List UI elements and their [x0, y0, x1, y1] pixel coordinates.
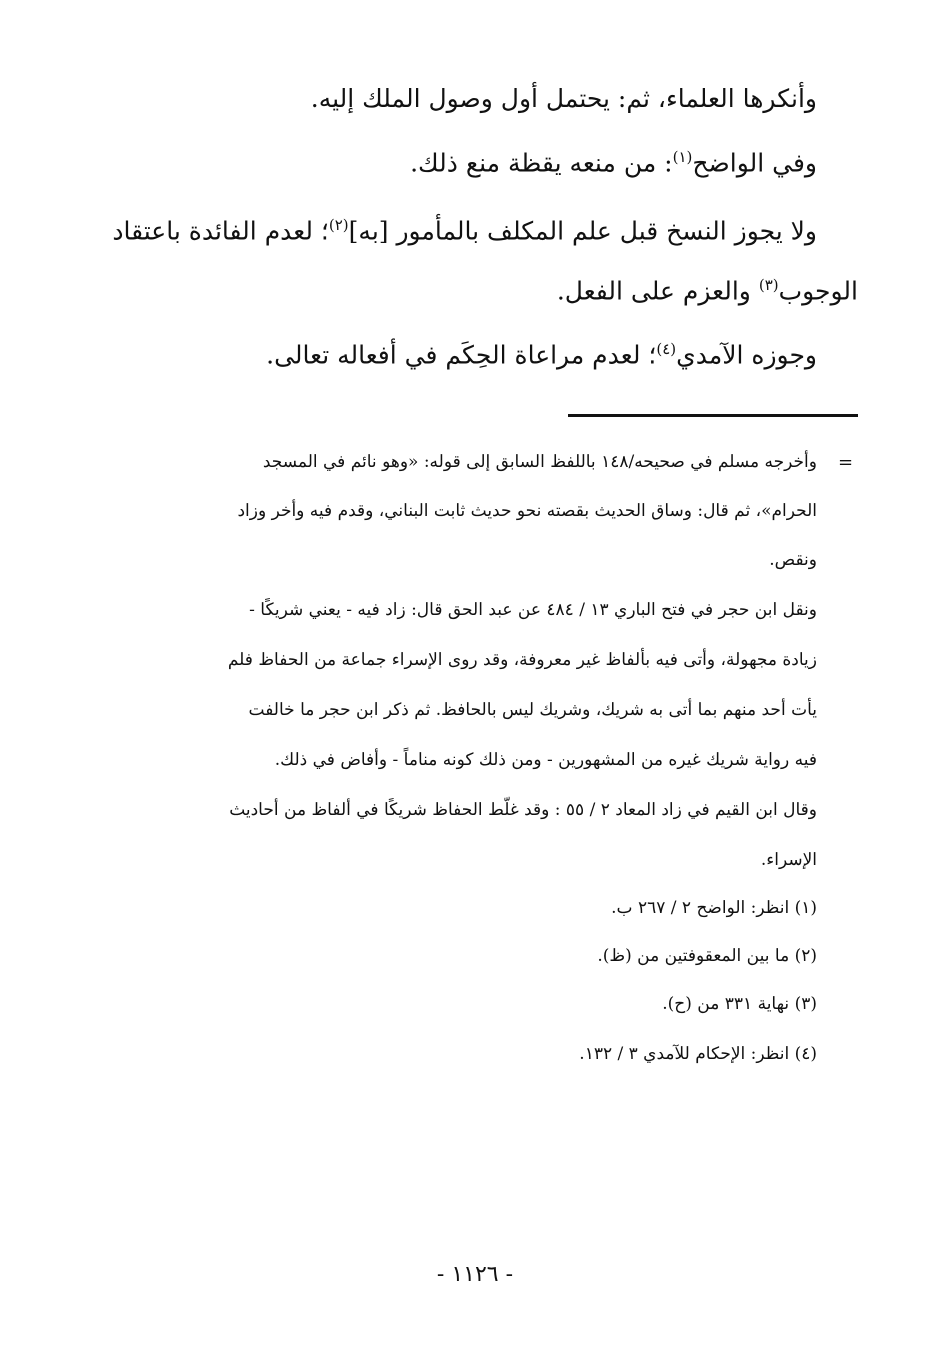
- body-text: وفي الواضح: [692, 148, 817, 178]
- body-text: ؛ لعدم الفائدة باعتقاد: [112, 216, 329, 246]
- footnote-ref-4: (٤): [656, 340, 677, 358]
- footnote-ref-2: (٢): [328, 216, 349, 234]
- footnote-3: (٣) نهاية ٣٣١ من (ح).: [662, 994, 817, 1014]
- footnote-line: فيه رواية شريك غيره من المشهورين - ومن ذلك كونه مناماً - وأفاض في ذلك.: [274, 750, 817, 770]
- footnote-ref-1: (١): [672, 148, 693, 166]
- body-text: ولا يجوز النسخ قبل علم المكلف بالمأمور [به]: [348, 216, 817, 246]
- footnote-separator: [568, 414, 858, 417]
- body-text: : من منعه يقظة منع ذلك.: [410, 148, 673, 178]
- body-line-3: [112, 216, 817, 245]
- footnote-ref-3: (٣): [758, 276, 779, 294]
- body-text: ؛ لعدم مراعاة الحِكَم في أفعاله تعالى.: [266, 340, 657, 370]
- body-text: الوجوب: [778, 276, 858, 306]
- footnote-1: (١) انظر: الواضح ٢ / ٢٦٧ ب.: [611, 898, 817, 918]
- footnote-line: زيادة مجهولة، وأتى فيه بألفاظ غير معروفة، وقد روى الإسراء جماعة من الحفاظ فلم: [227, 650, 817, 670]
- footnote-line: وقال ابن القيم في زاد المعاد ٢ / ٥٥ : وقد غلّط الحفاظ شريكًا في ألفاظ من أحاديث: [229, 800, 817, 820]
- page-number: - ١١٢٦ -: [436, 1262, 514, 1287]
- footnote-line: الحرام»، ثم قال: وساق الحديث بقصته نحو حديث ثابت البناني، وقدم فيه وأخر وزاد: [237, 501, 817, 521]
- body-text: وأنكرها العلماء، ثم: يحتمل أول وصول الملك إليه.: [310, 84, 817, 113]
- footnote-line: ونقل ابن حجر في فتح الباري ١٣ / ٤٨٤ عن عبد الحق قال: زاد فيه - يعني شريكًا -: [249, 600, 817, 620]
- continuation-mark: =: [838, 452, 854, 473]
- body-line-1: [311, 84, 817, 113]
- body-line-2: [410, 148, 817, 177]
- body-text: وجوزه الآمدي: [676, 340, 817, 370]
- footnote-line: ونقص.: [769, 550, 817, 570]
- footnote-line: الإسراء.: [760, 850, 817, 870]
- body-text: والعزم على الفعل.: [556, 276, 759, 306]
- footnote-2: (٢) ما بين المعقوفتين من (ظ).: [597, 946, 817, 966]
- footnote-4: (٤) انظر: الإحكام للآمدي ٣ / ١٣٢.: [579, 1044, 817, 1064]
- footnote-line: يأت أحد منهم بما أتى به شريك، وشريك ليس بالحافظ. ثم ذكر ابن حجر ما خالفت: [248, 700, 817, 720]
- body-line-4: [557, 276, 858, 305]
- body-line-5: [266, 340, 817, 369]
- footnote-line: وأخرجه مسلم في صحيحه/١٤٨ باللفظ السابق إلى قوله: «وهو نائم في المسجد: [262, 452, 817, 472]
